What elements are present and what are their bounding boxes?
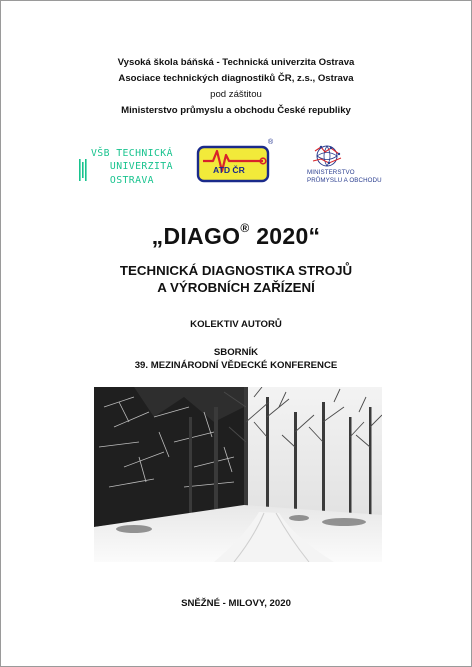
mpo-globe-icon	[309, 143, 349, 169]
subtitle-line2: A VÝROBNÍCH ZAŘÍZENÍ	[157, 280, 315, 295]
vsb-logo-line1: VŠB TECHNICKÁ	[91, 148, 173, 159]
authors-line: KOLEKTIV AUTORŮ	[190, 319, 282, 330]
atd-logo-label: ATD ČR	[213, 165, 245, 175]
title-registered-mark: ®	[240, 221, 250, 236]
winter-forest-photo	[94, 387, 382, 562]
vsb-logo-text	[91, 147, 173, 187]
mpo-logo-line1: MINISTERSTVO	[307, 169, 355, 176]
conference-subtitle	[1, 262, 471, 296]
subtitle-line1: TECHNICKÁ DIAGNOSTIKA STROJŮ	[119, 263, 353, 278]
header-line-ministry: Ministerstvo průmyslu a obchodu České republiky	[121, 105, 351, 116]
atd-logo-icon	[195, 141, 275, 187]
vsb-logo-line2: UNIVERZITA	[91, 161, 173, 173]
conference-title	[1, 223, 471, 250]
proceedings-line2: 39. MEZINÁRODNÍ VĚDECKÉ KONFERENCE	[134, 360, 338, 371]
header-line-university: Vysoká škola báňská - Technická univerzita Ostrava	[117, 57, 355, 68]
vsb-bars-icon	[79, 159, 89, 181]
proceedings-line1: SBORNÍK	[213, 347, 259, 358]
vsb-logo-line3: OSTRAVA	[91, 174, 154, 186]
title-year: 2020“	[249, 223, 321, 249]
mpo-logo-line2: PRŮMYSLU A OBCHODU	[307, 176, 382, 184]
organizers-header	[1, 55, 471, 119]
proceedings-label	[1, 346, 471, 372]
winter-forest-illustration	[94, 387, 382, 562]
location-year: SNĚŽNÉ - MILOVY, 2020	[181, 598, 291, 609]
header-line-association: Asociace technických diagnostiků ČR, z.s., Ostrava	[118, 73, 354, 84]
header-line-patronage: pod záštitou	[210, 89, 262, 100]
title-main: „DIAGO	[151, 223, 241, 249]
atd-registered-mark: ®	[268, 139, 274, 146]
vsb-logo	[79, 147, 179, 187]
mpo-logo	[307, 143, 382, 193]
atd-logo	[195, 141, 279, 187]
mpo-logo-text	[307, 169, 387, 184]
